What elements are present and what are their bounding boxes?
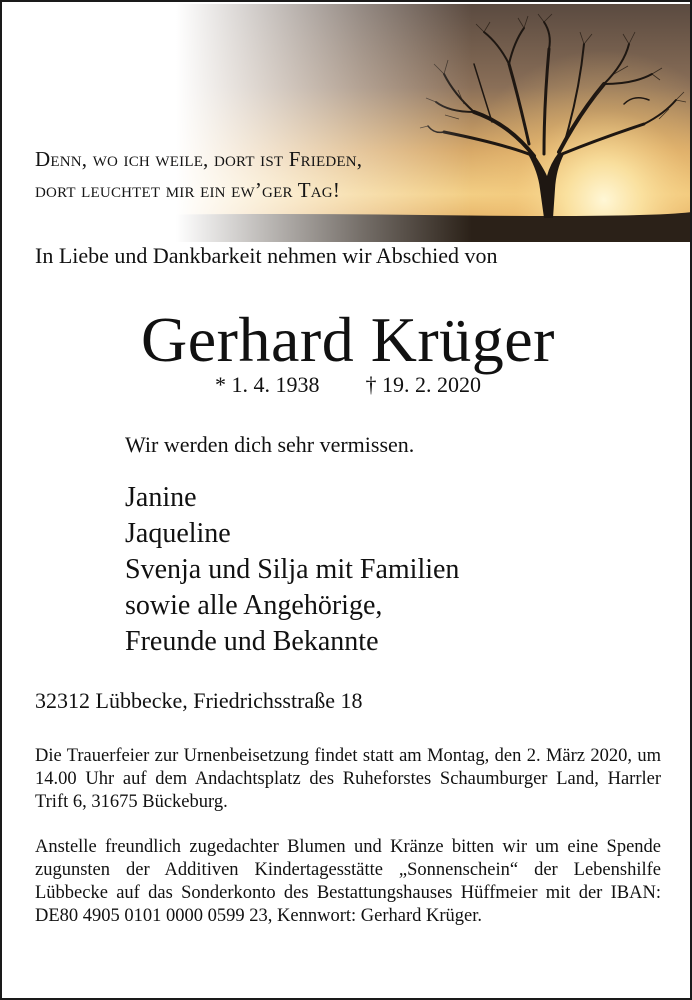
ceremony-paragraph: Die Trauerfeier zur Urnenbeisetzung findet statt am Montag, den 2. März 2020, um 14.00 Uhr auf dem Andachtsplatz des Ruheforstes Schaumburger Land, Harrler Trift 6, 31675 Bückeburg. [35,746,661,812]
miss-you-text: Wir werden dich sehr vermissen. [125,432,415,457]
mourner-item: Freunde und Bekannte [125,626,379,657]
mourner-item: Janine [125,482,197,513]
memorial-quote [35,144,362,206]
deceased-name: Gerhard Krüger [141,304,555,375]
life-dates [2,372,692,398]
quote-line-1: Denn, wo ich weile, dort ist Frieden, [35,147,363,171]
quote-line-2: dort leuchtet mir ein ew’ger Tag! [35,178,341,202]
mourners-list [125,480,459,660]
mourner-item: Jaqueline [125,518,231,549]
mourner-item: Svenja und Silja mit Familien [125,554,460,585]
birth-date: * 1. 4. 1938 [215,372,320,397]
death-date: † 19. 2. 2020 [365,372,481,397]
mourner-item: sowie alle Angehörige, [125,590,383,621]
donation-paragraph: Anstelle freundlich zugedachter Blumen und Kränze bitten wir um eine Spende zugunsten der Additiven Kindertagesstätte „Sonnenschein“ der Lebenshilfe Lübbecke auf das Sonderkonto des Bestattungshauses Hüffmeier mit der IBAN: DE80 4905 0101 0000 0599 23, Kennwort: Gerhard Krüger. [35,837,661,926]
intro-text: In Liebe und Dankbarkeit nehmen wir Abschied von [35,243,498,268]
sunset-tree-image [4,4,692,242]
family-address: 32312 Lübbecke, Friedrichsstraße 18 [35,688,363,713]
